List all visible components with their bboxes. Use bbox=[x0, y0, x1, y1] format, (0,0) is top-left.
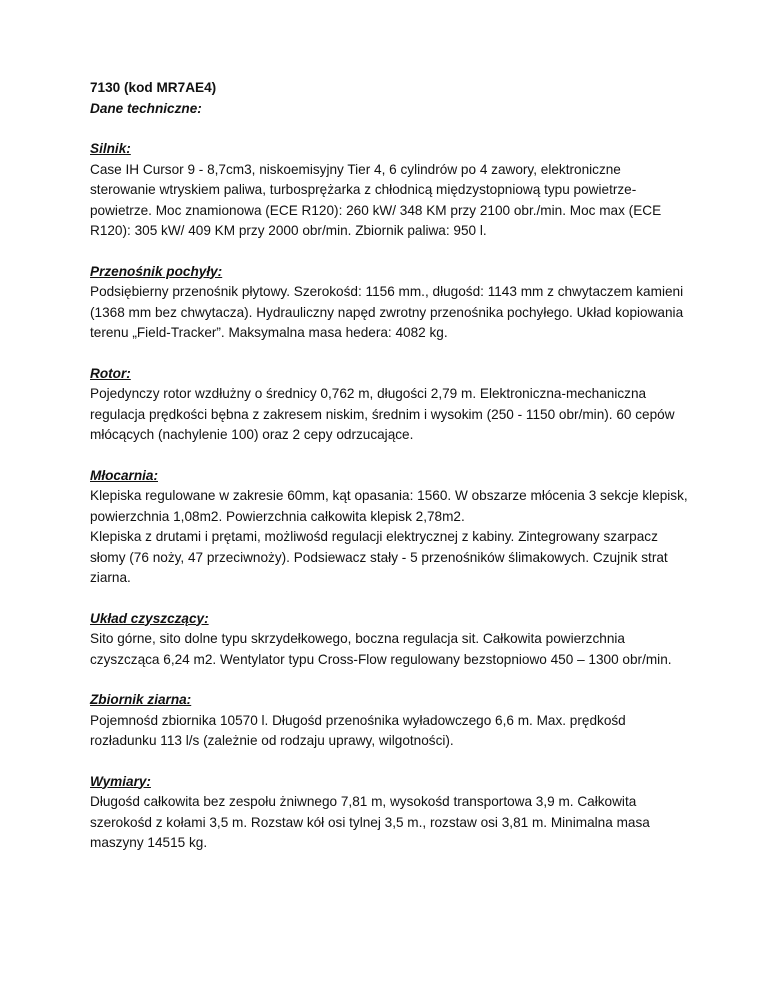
section-body bbox=[90, 711, 690, 752]
section-uklad-czyszczacy bbox=[90, 609, 690, 671]
section-silnik bbox=[90, 139, 690, 242]
section-paragraph: Pojedynczy rotor wzdłużny o średnicy 0,762 m, długości 2,79 m. Elektroniczna-mechaniczna regulacja prędkości bębna z zakresem niskim, średnim i wysokim (250 - 1150 obr/min). 60 cepów młócących (nachylenie 100) oraz 2 cepy odrzucające. bbox=[90, 386, 675, 442]
section-heading: Silnik: bbox=[90, 141, 131, 156]
section-rotor bbox=[90, 364, 690, 446]
section-body bbox=[90, 629, 690, 670]
section-heading: Przenośnik pochyły: bbox=[90, 263, 223, 279]
section-heading: Młocarnia: bbox=[90, 467, 158, 483]
section-zbiornik-ziarna bbox=[90, 690, 690, 752]
section-paragraph: Podsiębierny przenośnik płytowy. Szerokośd: 1156 mm., długośd: 1143 mm z chwytaczem kamieni (1368 mm bez chwytacza). Hydrauliczny napęd zwrotny przenośnika pochyłego. Układ kopiowania terenu „Field-Tracker”. Maksymalna masa hedera: 4082 kg. bbox=[90, 284, 684, 340]
section-przenosnik-pochyly bbox=[90, 262, 690, 344]
section-paragraph: Pojemnośd zbiornika 10570 l. Długośd przenośnika wyładowczego 6,6 m. Max. prędkośd rozładunku 113 l/s (zależnie od rodzaju uprawy, wilgotności). bbox=[90, 712, 626, 748]
section-heading: Rotor: bbox=[90, 365, 131, 381]
section-paragraph: Klepiska regulowane w zakresie 60mm, kąt opasania: 1560. W obszarze młócenia 3 sekcje klepisk, powierzchnia 1,08m2. Powierzchnia całkowita klepisk 2,78m2. bbox=[90, 488, 688, 524]
section-heading: Zbiornik ziarna: bbox=[90, 692, 192, 707]
section-paragraph: Klepiska z drutami i prętami, możliwośd regulacji elektrycznej z kabiny. Zintegrowany szarpacz słomy (76 noży, 47 przeciwnoży). Podsiewacz stały - 5 przenośników ślimakowych. Czujnik strat ziarna. bbox=[90, 529, 668, 585]
section-body bbox=[90, 792, 690, 854]
section-heading: Wymiary: bbox=[90, 773, 151, 789]
section-heading: Układ czyszczący: bbox=[90, 610, 209, 626]
section-body bbox=[90, 384, 690, 446]
section-paragraph: Sito górne, sito dolne typu skrzydełkowego, boczna regulacja sit. Całkowita powierzchnia czyszcząca 6,24 m2. Wentylator typu Cross-Flow regulowany bezstopniowo 450 – 1300 obr/min. bbox=[90, 631, 672, 667]
section-body bbox=[90, 160, 690, 242]
document-title: 7130 (kod MR7AE4) bbox=[90, 80, 217, 95]
document-page bbox=[90, 78, 690, 874]
section-body bbox=[90, 486, 690, 589]
section-mlocarnia bbox=[90, 466, 690, 589]
document-subtitle: Dane techniczne: bbox=[90, 100, 202, 116]
section-wymiary bbox=[90, 772, 690, 854]
section-paragraph: Case IH Cursor 9 - 8,7cm3, niskoemisyjny Tier 4, 6 cylindrów po 4 zawory, elektroniczne sterowanie wtryskiem paliwa, turbosprężarka z chłodnicą międzystopniową typu powietrze-powietrze. Moc znamionowa (ECE R120): 260 kW/ 348 KM przy 2100 obr./min. Moc max (ECE R120): 305 kW/ 409 KM przy 2000 obr/min. Zbiornik paliwa: 950 l. bbox=[90, 161, 662, 238]
section-paragraph: Długośd całkowita bez zespołu żniwnego 7,81 m, wysokośd transportowa 3,9 m. Całkowita szerokośd z kołami 3,5 m. Rozstaw kół osi tylnej 3,5 m., rozstaw osi 3,81 m. Minimalna masa maszyny 14515 kg. bbox=[90, 794, 650, 850]
section-body bbox=[90, 282, 690, 344]
